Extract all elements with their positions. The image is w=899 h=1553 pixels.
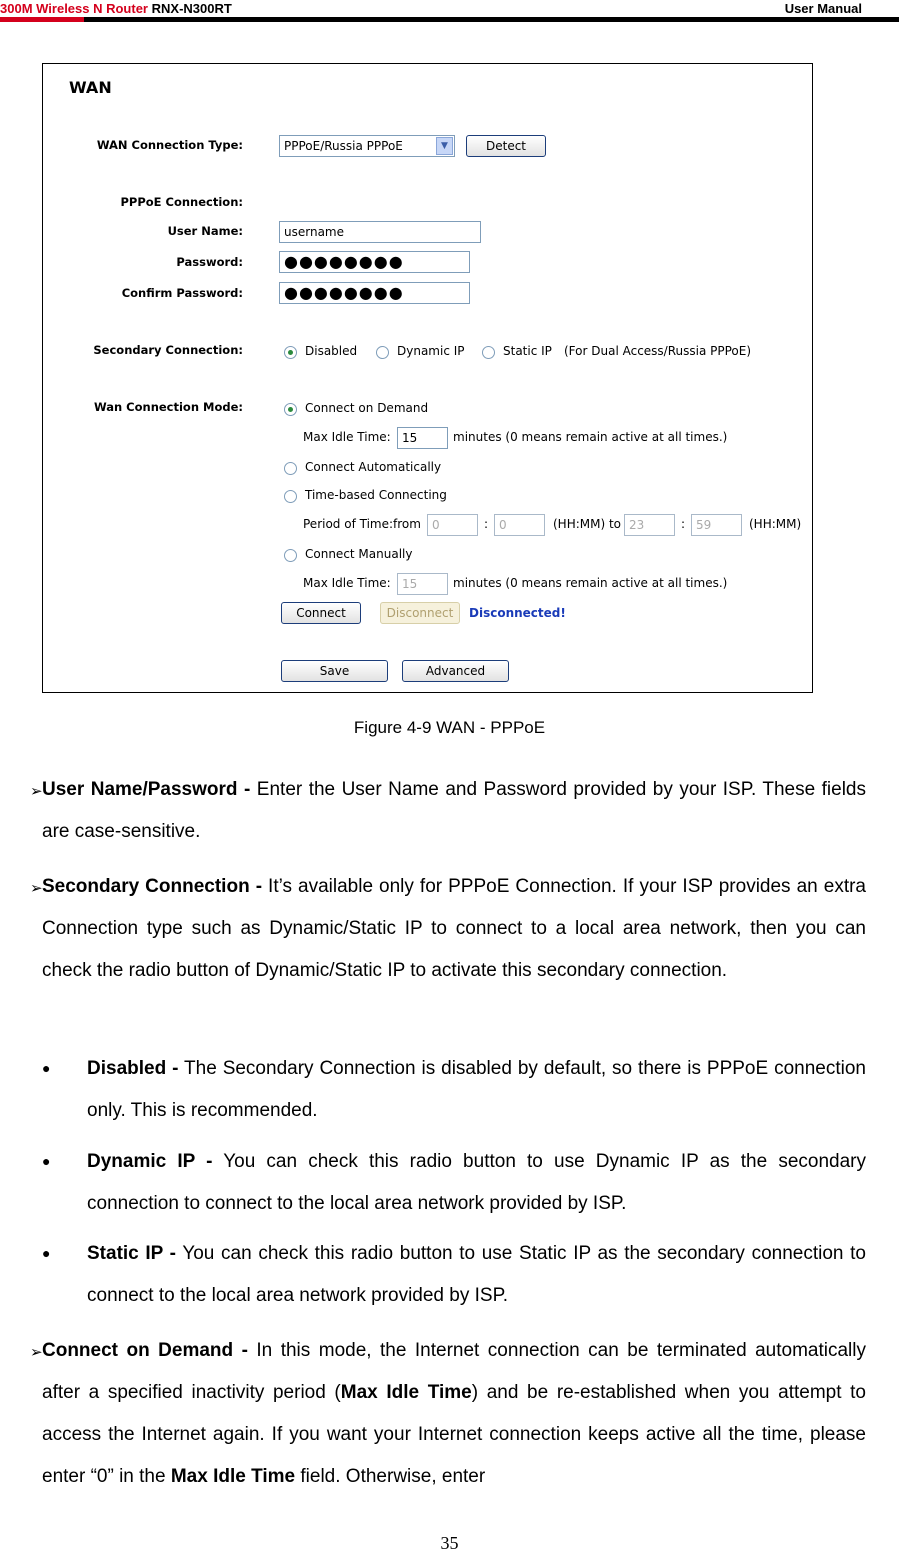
save-button[interactable]: Save: [281, 660, 388, 682]
term-username-password: User Name/Password -: [42, 779, 251, 800]
wan-type-label: WAN Connection Type:: [96, 138, 243, 152]
hhmm-to-label: (HH:MM) to: [553, 517, 622, 531]
mode-auto-radio[interactable]: [284, 462, 297, 475]
connection-status: Disconnected!: [469, 606, 566, 620]
wan-type-value: PPPoE/Russia PPPoE: [284, 139, 403, 153]
password-input[interactable]: ●●●●●●●●: [279, 251, 470, 273]
pppoe-label: PPPoE Connection:: [120, 195, 243, 209]
secondary-static-radio[interactable]: [482, 346, 495, 359]
desc-username-password: Enter the User Name and Password provided by your ISP. These fields are case-sensitive.: [42, 779, 866, 842]
desc-static-ip: You can check this radio button to use Static IP as the secondary connection to connect to the local area network provided by ISP.: [87, 1243, 866, 1306]
item-disabled: [87, 1048, 866, 1132]
from-hour-input[interactable]: 0: [427, 514, 478, 536]
secondary-disabled-radio[interactable]: [284, 346, 297, 359]
confirm-password-input[interactable]: ●●●●●●●●: [279, 282, 470, 304]
item-connect-on-demand: [42, 1330, 866, 1498]
to-hour-input[interactable]: 23: [624, 514, 675, 536]
max-idle-input[interactable]: 15: [397, 427, 448, 449]
secondary-disabled-label: Disabled: [305, 344, 358, 358]
desc-disabled: The Secondary Connection is disabled by default, so there is PPPoE connection only. This is recommended.: [87, 1058, 866, 1121]
mode-manual-label: Connect Manually: [305, 547, 413, 561]
secondary-dynamic-radio[interactable]: [376, 346, 389, 359]
mode-demand-radio[interactable]: [284, 403, 297, 416]
max-idle-label: Max Idle Time:: [303, 430, 391, 444]
dot-bullet-icon: ●: [42, 1060, 51, 1076]
arrow-bullet-icon: ➢: [30, 880, 43, 897]
mode-time-label: Time-based Connecting: [305, 488, 447, 502]
arrow-bullet-icon: ➢: [30, 783, 43, 800]
detect-button[interactable]: Detect: [466, 135, 546, 157]
desc-demand-part2: ) and be re-established when you attempt to access the Internet again. If you want your Internet connection keeps active all the time, please enter “0” in the: [42, 1382, 866, 1487]
disconnect-button[interactable]: Disconnect: [380, 602, 460, 624]
to-colon: :: [681, 517, 686, 531]
arrow-bullet-icon: ➢: [30, 1344, 43, 1361]
advanced-button[interactable]: Advanced: [402, 660, 509, 682]
wan-mode-label: Wan Connection Mode:: [93, 400, 243, 414]
connect-button[interactable]: Connect: [281, 602, 361, 624]
max-idle-note-manual: minutes (0 means remain active at all times.): [453, 576, 728, 590]
page-header: [0, 0, 899, 24]
header-product-name: 300M Wireless N Router: [0, 1, 148, 16]
secondary-dynamic-label: Dynamic IP: [397, 344, 465, 358]
term-disabled: Disabled -: [87, 1058, 179, 1079]
wan-screenshot: [42, 63, 813, 693]
term-max-idle-time-2: Max Idle Time: [170, 1466, 296, 1487]
dot-bullet-icon: ●: [42, 1245, 51, 1261]
item-static-ip: [87, 1233, 866, 1317]
hhmm-label: (HH:MM): [749, 517, 802, 531]
desc-secondary-connection: It’s available only for PPPoE Connection. If your ISP provides an extra Connection type such as Dynamic/Static IP to connect to a local area network, then you can check the radio button of Dynamic/Static IP to activate this secondary connection.: [42, 876, 866, 981]
term-dynamic-ip: Dynamic IP -: [87, 1151, 213, 1172]
desc-dynamic-ip: You can check this radio button to use Dynamic IP as the secondary connection to connect to the local area network provided by ISP.: [87, 1151, 866, 1214]
term-secondary-connection: Secondary Connection -: [42, 876, 263, 897]
username-input[interactable]: username: [279, 221, 481, 243]
username-label: User Name:: [167, 224, 243, 238]
wan-type-select[interactable]: [279, 135, 455, 157]
max-idle-input-manual[interactable]: 15: [397, 573, 448, 595]
from-colon: :: [484, 517, 489, 531]
wan-title: WAN: [69, 78, 112, 97]
confirm-password-label: Confirm Password:: [121, 286, 243, 300]
chevron-down-icon: ▼: [436, 137, 453, 155]
secondary-static-label: Static IP: [503, 344, 552, 358]
header-product: [0, 1, 232, 16]
term-connect-on-demand: Connect on Demand -: [42, 1340, 248, 1361]
mode-time-radio[interactable]: [284, 490, 297, 503]
mode-manual-radio[interactable]: [284, 549, 297, 562]
page-number: 35: [440, 1533, 459, 1553]
dot-bullet-icon: ●: [42, 1153, 51, 1169]
from-minute-input[interactable]: 0: [494, 514, 545, 536]
max-idle-note: minutes (0 means remain active at all times.): [453, 430, 728, 444]
mode-auto-label: Connect Automatically: [305, 460, 442, 474]
header-rule: [0, 17, 899, 22]
header-rule-accent: [0, 17, 84, 22]
secondary-note: (For Dual Access/Russia PPPoE): [564, 344, 752, 358]
period-label: Period of Time:from: [303, 517, 421, 531]
item-secondary-connection: [42, 866, 866, 992]
term-max-idle-time: Max Idle Time: [340, 1382, 472, 1403]
header-model: RNX-N300RT: [151, 1, 232, 16]
to-minute-input[interactable]: 59: [691, 514, 742, 536]
password-label: Password:: [176, 255, 243, 269]
desc-demand-part1: In this mode, the Internet connection can be terminated automatically after a specified inactivity period (: [42, 1340, 867, 1403]
secondary-connection-label: Secondary Connection:: [93, 343, 243, 357]
desc-demand-part3: field. Otherwise, enter: [295, 1466, 486, 1487]
mode-demand-label: Connect on Demand: [305, 401, 429, 415]
figure-caption: Figure 4-9 WAN - PPPoE: [353, 718, 546, 737]
header-manual: User Manual: [784, 1, 862, 16]
max-idle-label-manual: Max Idle Time:: [303, 576, 391, 590]
item-dynamic-ip: [87, 1141, 866, 1225]
item-username-password: [42, 769, 866, 853]
term-static-ip: Static IP -: [87, 1243, 176, 1264]
